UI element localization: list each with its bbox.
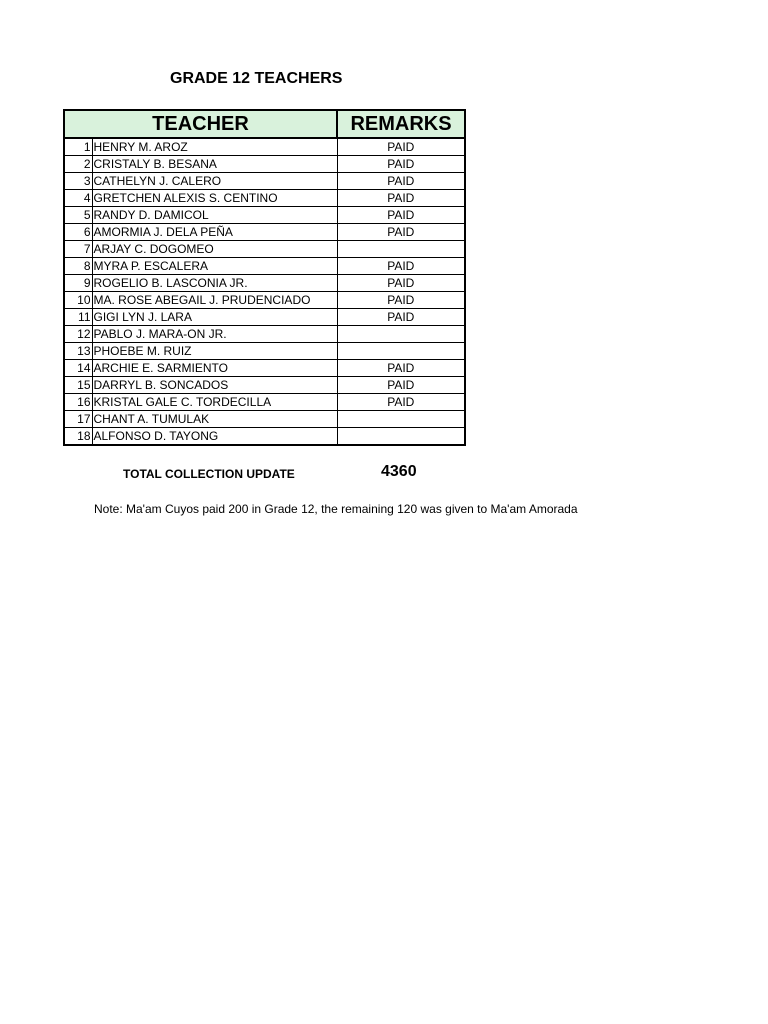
payment-remark: PAID — [337, 309, 465, 326]
note-text: Note: Ma'am Cuyos paid 200 in Grade 12, the remaining 120 was given to Ma'am Amorada — [94, 502, 578, 516]
row-number: 14 — [64, 360, 92, 377]
payment-remark: PAID — [337, 292, 465, 309]
table-row — [64, 224, 465, 241]
table-row — [64, 326, 465, 343]
table-row — [64, 343, 465, 360]
teacher-column-header: TEACHER — [64, 110, 337, 138]
payment-remark: PAID — [337, 138, 465, 156]
teacher-name: ARJAY C. DOGOMEO — [92, 241, 337, 258]
teacher-name: PHOEBE M. RUIZ — [92, 343, 337, 360]
payment-remark: PAID — [337, 156, 465, 173]
row-number: 2 — [64, 156, 92, 173]
payment-remark: PAID — [337, 377, 465, 394]
teacher-name: RANDY D. DAMICOL — [92, 207, 337, 224]
table-row — [64, 258, 465, 275]
row-number: 18 — [64, 428, 92, 446]
table-header-row — [64, 110, 465, 138]
payment-remark — [337, 343, 465, 360]
payment-remark: PAID — [337, 207, 465, 224]
table-row — [64, 138, 465, 156]
row-number: 12 — [64, 326, 92, 343]
table-row — [64, 411, 465, 428]
payment-remark: PAID — [337, 275, 465, 292]
table-row — [64, 292, 465, 309]
table-row — [64, 173, 465, 190]
row-number: 4 — [64, 190, 92, 207]
row-number: 1 — [64, 138, 92, 156]
row-number: 5 — [64, 207, 92, 224]
total-collection-label: TOTAL COLLECTION UPDATE — [123, 467, 295, 481]
teacher-name: AMORMIA J. DELA PEÑA — [92, 224, 337, 241]
row-number: 17 — [64, 411, 92, 428]
row-number: 10 — [64, 292, 92, 309]
payment-remark: PAID — [337, 360, 465, 377]
teacher-name: CHANT A. TUMULAK — [92, 411, 337, 428]
payment-remark — [337, 326, 465, 343]
remarks-column-header: REMARKS — [337, 110, 465, 138]
total-collection-value: 4360 — [381, 463, 417, 480]
row-number: 8 — [64, 258, 92, 275]
table-body — [64, 138, 465, 445]
teacher-name: DARRYL B. SONCADOS — [92, 377, 337, 394]
teacher-name: HENRY M. AROZ — [92, 138, 337, 156]
teacher-name: ALFONSO D. TAYONG — [92, 428, 337, 446]
table-row — [64, 275, 465, 292]
teachers-table — [63, 109, 466, 446]
table-row — [64, 377, 465, 394]
payment-remark: PAID — [337, 258, 465, 275]
teacher-name: CATHELYN J. CALERO — [92, 173, 337, 190]
row-number: 3 — [64, 173, 92, 190]
teacher-name: GIGI LYN J. LARA — [92, 309, 337, 326]
row-number: 6 — [64, 224, 92, 241]
row-number: 9 — [64, 275, 92, 292]
payment-remark — [337, 241, 465, 258]
table-row — [64, 241, 465, 258]
row-number: 7 — [64, 241, 92, 258]
payment-remark — [337, 411, 465, 428]
payment-remark: PAID — [337, 394, 465, 411]
table-row — [64, 309, 465, 326]
teacher-name: MYRA P. ESCALERA — [92, 258, 337, 275]
teacher-name: GRETCHEN ALEXIS S. CENTINO — [92, 190, 337, 207]
teacher-name: KRISTAL GALE C. TORDECILLA — [92, 394, 337, 411]
payment-remark: PAID — [337, 173, 465, 190]
table-row — [64, 207, 465, 224]
teacher-name: ROGELIO B. LASCONIA JR. — [92, 275, 337, 292]
payment-remark: PAID — [337, 190, 465, 207]
table-row — [64, 428, 465, 446]
teacher-name: MA. ROSE ABEGAIL J. PRUDENCIADO — [92, 292, 337, 309]
row-number: 11 — [64, 309, 92, 326]
table-row — [64, 360, 465, 377]
table-row — [64, 190, 465, 207]
page-title: GRADE 12 TEACHERS — [170, 70, 343, 87]
teacher-name: CRISTALY B. BESANA — [92, 156, 337, 173]
row-number: 13 — [64, 343, 92, 360]
row-number: 16 — [64, 394, 92, 411]
payment-remark — [337, 428, 465, 446]
payment-remark: PAID — [337, 224, 465, 241]
table-row — [64, 156, 465, 173]
teacher-name: PABLO J. MARA-ON JR. — [92, 326, 337, 343]
teacher-name: ARCHIE E. SARMIENTO — [92, 360, 337, 377]
table-row — [64, 394, 465, 411]
row-number: 15 — [64, 377, 92, 394]
